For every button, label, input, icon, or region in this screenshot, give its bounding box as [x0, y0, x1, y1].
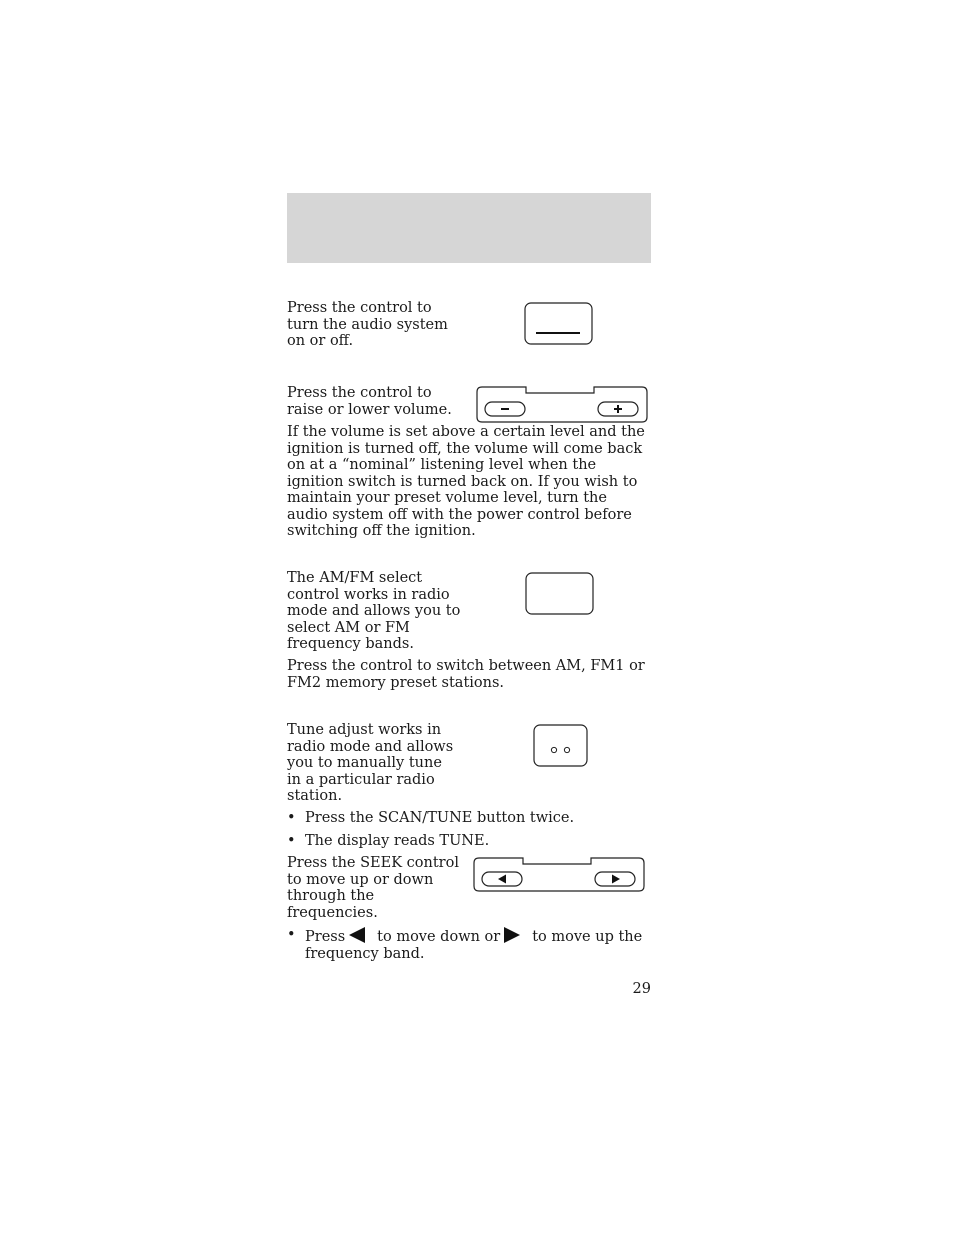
amfm-description: The AM/FM select control works in radio mode and allows you to select AM or FM frequency bands. [287, 570, 461, 652]
page-number: 29 [632, 981, 651, 997]
seek-description: Press the SEEK control to move up or down through the frequencies. [287, 855, 459, 921]
amfm-note: Press the control to switch between AM, FM1 or FM2 memory preset stations. [287, 658, 645, 691]
seek-control-illustration [473, 857, 646, 893]
volume-description: Press the control to raise or lower volume. [287, 385, 452, 418]
power-description: Press the control to turn the audio system on or off. [287, 300, 448, 349]
bullet-icon: • [287, 927, 296, 943]
power-button-illustration [524, 302, 594, 346]
volume-note: If the volume is set above a certain level and the ignition is turned off, the volume will come back on at a “nominal” listening level when the ignition switch is turned back on. If you wish to maintain your preset volume level, turn the audio system off with the power control before switching off the ignition. [287, 424, 645, 539]
amfm-button-illustration [525, 572, 595, 616]
tune-description: Tune adjust works in radio mode and allows you to manually tune in a particular radio station. [287, 722, 454, 804]
seek-right-triangle-icon [504, 927, 520, 943]
volume-control-illustration [476, 386, 649, 424]
bullet-icon: • [287, 810, 296, 826]
seek-left-triangle-icon [349, 927, 365, 943]
bullet-icon: • [287, 833, 296, 849]
tune-button-illustration [533, 724, 589, 768]
section-header-band [287, 193, 651, 263]
